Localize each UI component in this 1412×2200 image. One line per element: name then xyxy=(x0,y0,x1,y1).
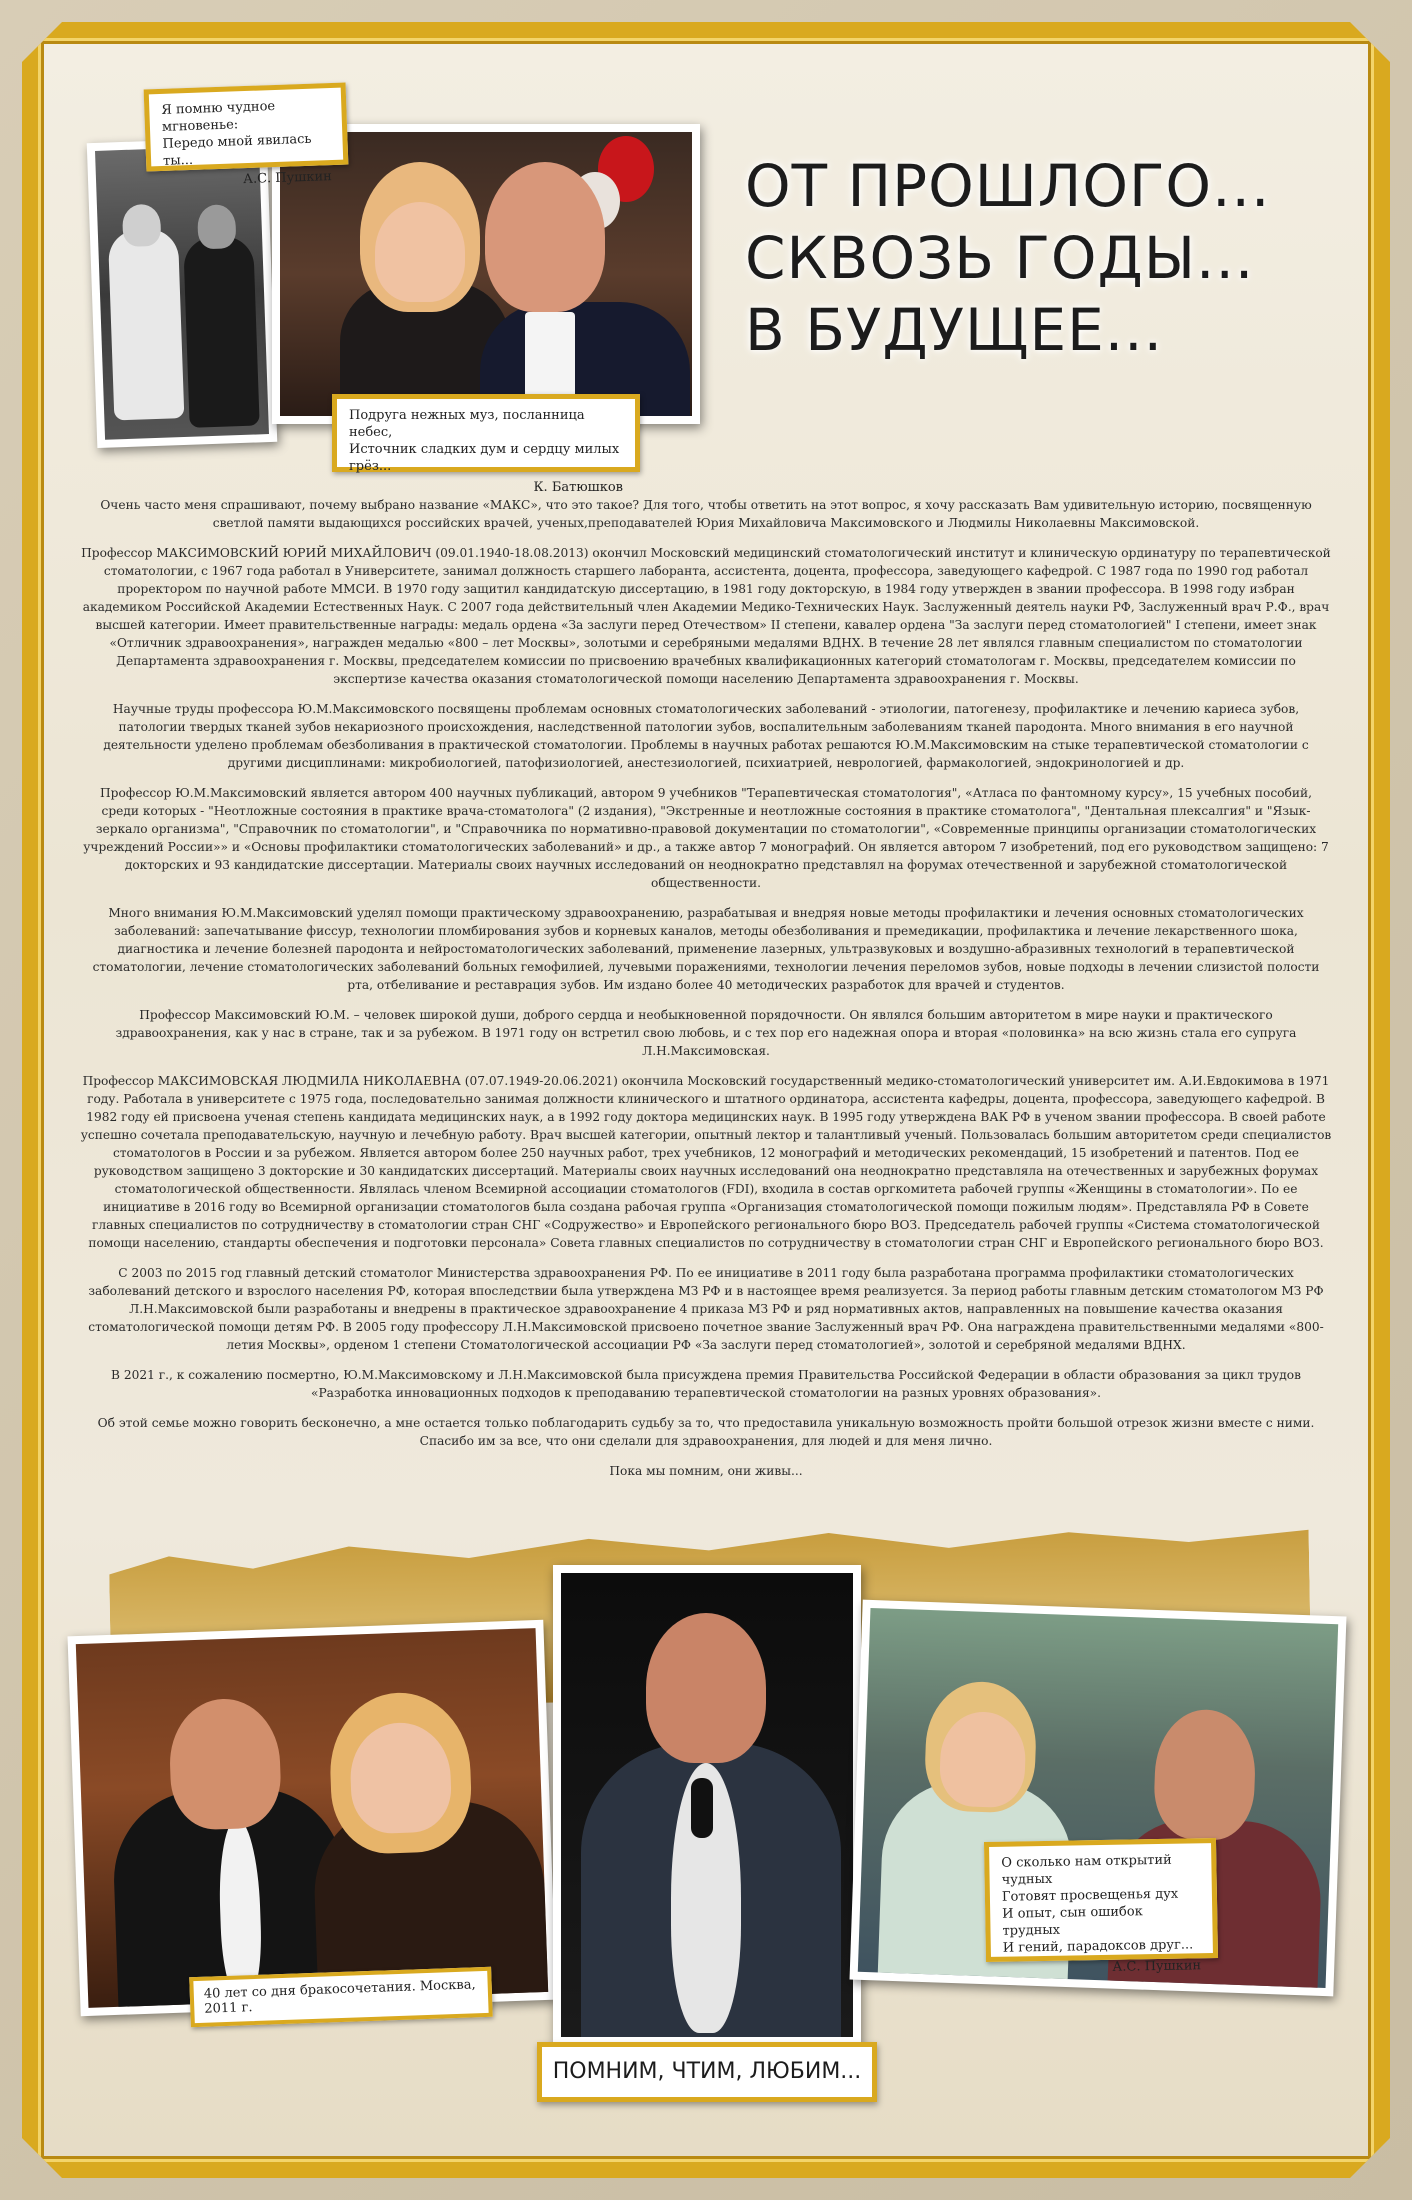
paragraph: В 2021 г., к сожалению посмертно, Ю.М.Максимовскому и Л.Н.Максимовской была присуждена премия Правительства Российской Федерации в области образования за цикл трудов «Разработка инновационных подходов к преподаванию терапевтической стоматологии на разных уровнях образования». xyxy=(110,1368,1302,1400)
quote-line: Я помню чудное мгновенье: xyxy=(161,98,276,135)
paragraph: Профессор МАКСИМОВСКАЯ ЛЮДМИЛА НИКОЛАЕВНА (07.07.1949-20.06.2021) окончила Московский государственный медико-стоматологический университет им. А.И.Евдокимова в 1971 году. Работала в университете с 1975 года, последовательно занимая должности клинического и штатного ординатора, ассистента кафедры, доцента, профессора, заведующего кафедрой. В 1982 году ей присвоена ученая степень кандидата медицинских наук, а в 1992 году доктора медицинских наук. В 1995 году утверждена ВАК РФ в ученом звании профессора. В своей работе успешно сочетала преподавательскую, научную и лечебную работу. Врач высшей категории, опытный лектор и талантливый ученый. Пользовалась большим авторитетом среди специалистов стоматологов в России и за рубежом. Является автором более 250 научных работ, трех учебников, 12 монографий и методических рекомендаций, 15 изобретений и патентов. Под ее руководством защищено 3 докторские и 30 кандидатских диссертаций. Материалы своих научных исследований она неоднократно представляла на отечественных и зарубежных форумах стоматологической общественности. Являлась членом Всемирной ассоциации стоматологов (FDI), входила в состав оргкомитета рабочей группы «Женщины в стоматологии». По ее инициативе в 2016 году во Всемирной организации стоматологов была создана рабочая группа «Организация стоматологической помощи пожилым людям». Представляла РФ в Совете главных специалистов по сотрудничеству в стоматологии стран СНГ «Содружество» и Европейского регионального бюро ВОЗ. Председатель рабочей группы «Система стоматологической помощи населению, стандарты обеспечения и подготовки персонала» Совета главных специалистов по сотрудничеству в стоматологии стран СНГ и Европейского регионального бюро ВОЗ. xyxy=(80,1074,1332,1250)
quote-pushkin-bottom xyxy=(984,1838,1218,1975)
quote-batyushkov xyxy=(332,394,640,495)
quote-line: Подруга нежных муз, посланница небес, xyxy=(349,408,585,440)
quote-author: А.С. Пушкин xyxy=(242,169,333,188)
quote-line: И опыт, сын ошибок трудных xyxy=(1002,1904,1143,1939)
portrait-photo xyxy=(553,1565,861,2045)
paragraph: Профессор Максимовский Ю.М. – человек широкой души, доброго сердца и необыкновенной порядочности. Он являлся большим авторитетом в мире науки и практического здравоохранения, как у нас в стране, так и за рубежом. В 1971 году он встретил свою любовь, и с тех пор его надежная опора и вторая «половинка» на всю жизнь стала его супруга Л.Н.Максимовская. xyxy=(115,1008,1297,1058)
biography-text xyxy=(80,496,1332,1492)
paragraph: Профессор МАКСИМОВСКИЙ ЮРИЙ МИХАЙЛОВИЧ (09.01.1940-18.08.2013) окончил Московский медицинский стоматологический институт и клиническую ординатуру по терапевтической стоматологии, с 1967 года работал в Университете, занимал должность старшего лаборанта, ассистента, доцента, профессора, заведующего кафедрой. С 1987 года по 1990 год работал проректором по научной работе ММСИ. В 1970 году защитил кандидатскую диссертацию, в 1981 году докторскую, в 1984 году утвержден в звании профессора. В 1998 году избран академиком Российской Академии Естественных Наук. С 2007 года действительный член Академии Медико-Технических Наук. Заслуженный деятель науки РФ, Заслуженный врач Р.Ф., врач высшей категории. Имеет правительственные награды: медаль ордена «За заслуги перед Отечеством» II степени, кавалер ордена "За заслуги перед стоматологией" I степени, имеет знак «Отличник здравоохранения», награжден медалью «800 – лет Москвы», золотыми и серебряными медалями ВДНХ. В течение 28 лет являлся главным специалистом по стоматологии Департамента здравоохранения г. Москвы, председателем комиссии по присвоению врачебных квалификационных категорий стоматологам г. Москвы, председателем комиссии по экспертизе качества оказания стоматологической помощи населению Департамента здравоохранения г. Москвы. xyxy=(81,546,1331,686)
couple-photo xyxy=(272,124,700,424)
paragraph: Много внимания Ю.М.Максимовский уделял помощи практическому здравоохранению, разрабатывая и внедряя новые методы профилактики и лечения основных стоматологических заболеваний: запечатывание фиссур, технологии пломбирования зубов и корневых каналов, методы обезболивания и премедикации, профилактика и лечение лекарственного шока, диагностика и лечение болезней пародонта и нейростоматологических заболеваний, применение лазерных, ультразвуковых и воздушно-абразивных технологий в терапевтической стоматологии, лечение стоматологических заболеваний больных гемофилией, лучевыми поражениями, технологии лечения переломов зубов, новые подходы в лечении слизистой полости рта, отбеливание и реставрация зубов. Им издано более 40 методических разработок для врачей и студентов. xyxy=(92,906,1320,992)
anniversary-photo xyxy=(68,1620,557,2016)
paragraph: Об этой семье можно говорить бесконечно, а мне остается только поблагодарить судьбу за то, что предоставила уникальную возможность пройти большой отрезок жизни вместе с ними. Спасибо им за все, что они сделали для здравоохранения, для людей и для меня лично. xyxy=(97,1416,1315,1448)
quote-line: Готовят просвещенья дух xyxy=(1001,1886,1179,1905)
page-title xyxy=(745,150,1345,366)
title-line: СКВОЗЬ ГОДЫ... xyxy=(745,224,1255,292)
quote-pushkin-top xyxy=(144,83,349,188)
paragraph: Научные труды профессора Ю.М.Максимовского посвящены проблемам основных стоматологических заболеваний - этиологии, патогенезу, профилактике и лечению кариеса зубов, патологии твердых тканей зубов некариозного происхождения, наследственной патологии зубов, воспалительным заболеваниям тканей пародонта. Много внимания в его научной деятельности уделено проблемам обезболивания в практической стоматологии. Проблемы в научных работах решаются Ю.М.Максимовским на стыке терапевтической стоматологии с другими дисциплинами: микробиологией, патофизиологией, анестезиологией, психиатрией, неврологией, фармакологией, эндокринологией и др. xyxy=(103,702,1309,770)
anniversary-caption: 40 лет со дня бракосочетания. Москва, 2011 г. xyxy=(189,1967,493,2028)
paragraph: Профессор Ю.М.Максимовский является автором 400 научных публикаций, автором 9 учебников "Терапевтическая стоматология", «Атласа по фантомному курсу», 15 учебных пособий, среди которых - "Неотложные состояния в практике врача-стоматолога" (2 издания), "Экстренные и неотложные состояния в практике стоматолога", "Дентальная плексалгия" и "Язык-зеркало организма", "Справочник по стоматологии", и "Справочника по нормативно-правовой документации по стоматологии", «Современные принципы организации стоматологических учреждений России»» и «Основы профилактики стоматологических заболеваний» и др., а также автор 7 монографий. Он является автором 7 изобретений, под его руководством защищено: 7 докторских и 93 кандидатские диссертации. Материалы своих научных исследований он неоднократно представлял на форумах отечественной и зарубежной стоматологической общественности. xyxy=(83,786,1329,890)
paragraph: С 2003 по 2015 год главный детский стоматолог Министерства здравоохранения РФ. По ее инициативе в 2011 году была разработана программа профилактики стоматологических заболеваний детского и взрослого населения РФ, которая впоследствии была утверждена МЗ РФ и в настоящее время реализуется. За период работы главным детским стоматологом МЗ РФ Л.Н.Максимовской были разработаны и внедрены в практическое здравоохранение 4 приказа МЗ РФ и ряд нормативных актов, направленных на повышение качества оказания стоматологической помощи детям РФ. В 2005 году профессору Л.Н.Максимовской присвоено почетное звание Заслуженный врач РФ. Она награждена правительственными медалями «800-летия Москвы», орденом 1 степени Стоматологической ассоциации РФ «За заслуги перед стоматологией», золотой и серебряной медалями ВДНХ. xyxy=(88,1266,1324,1352)
title-line: В БУДУЩЕЕ... xyxy=(745,296,1164,364)
quote-author: А.С. Пушкин xyxy=(1112,1958,1202,1975)
quote-line: Источник сладких дум и сердцу милых грёз... xyxy=(349,442,620,474)
quote-line: О сколько нам открытий чудных xyxy=(1001,1852,1172,1888)
quote-author: К. Батюшков xyxy=(533,480,623,495)
paragraph: Пока мы помним, они живы... xyxy=(609,1464,803,1478)
title-line: ОТ ПРОШЛОГО... xyxy=(745,152,1271,220)
quote-line: И гений, парадоксов друг... xyxy=(1002,1937,1194,1956)
quote-line: Передо мной явилась ты... xyxy=(162,131,312,169)
paragraph: Очень часто меня спрашивают, почему выбрано название «МАКС», что это такое? Для того, чтобы ответить на этот вопрос, я хочу рассказать Вам удивительную историю, посвященную светлой памяти выдающихся российских врачей, ученых,преподавателей Юрия Михайловича Максимовского и Людмилы Николаевны Максимовской. xyxy=(100,498,1312,530)
motto-banner: ПОМНИМ, ЧТИМ, ЛЮБИМ... xyxy=(537,2042,877,2102)
